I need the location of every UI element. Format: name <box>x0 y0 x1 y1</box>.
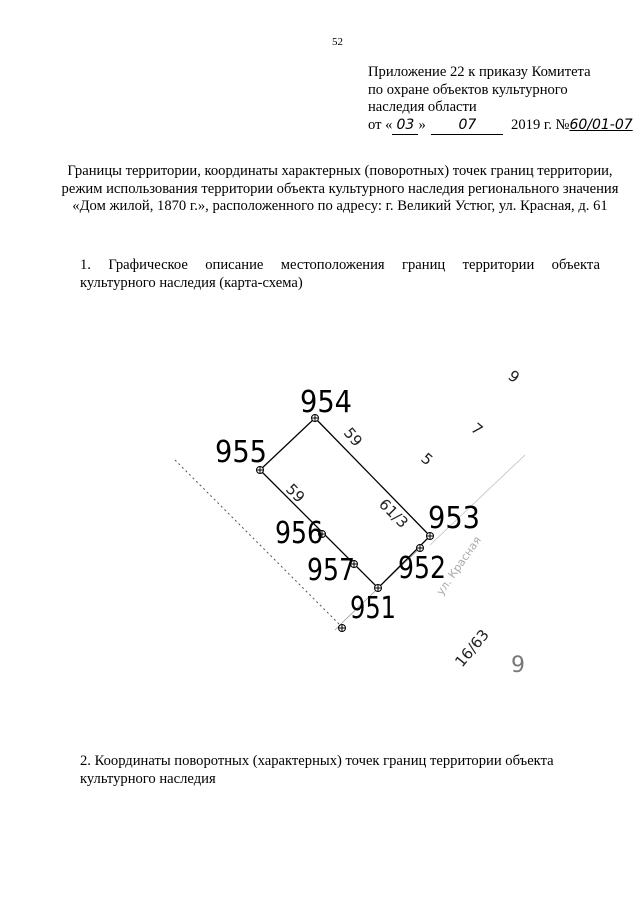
appendix-header <box>368 64 633 135</box>
point-label-955: 955 <box>215 433 267 470</box>
appendix-line: по охране объектов культурного <box>368 81 568 98</box>
date-quote-close: » <box>418 116 426 133</box>
appendix-line: Приложение 22 к приказу Комитета <box>368 64 591 80</box>
section-1-line-1 <box>80 257 600 275</box>
order-number: 60/01-07 <box>569 116 633 133</box>
street-label: ул. Красная <box>433 534 484 598</box>
section-1-line-2: культурного наследия (карта-схема) <box>80 274 303 291</box>
point-label-957: 957 <box>307 551 356 588</box>
section-1-word: местоположения <box>280 257 385 273</box>
edge-label-9: 9 <box>511 653 525 678</box>
parcel-label-59-upper: 59 <box>339 424 366 451</box>
parcel-label-7: 7 <box>467 419 487 440</box>
point-label-952: 952 <box>398 549 447 586</box>
page-number: 52 <box>332 36 343 48</box>
point-label-956: 956 <box>275 514 323 551</box>
date-day-blank <box>392 117 418 136</box>
date-month-blank <box>431 117 503 136</box>
point-label-954: 954 <box>300 383 352 420</box>
parcel-label-16-63: 16/63 <box>451 625 493 671</box>
point-label-951: 951 <box>350 589 396 626</box>
parcel-label-59-lower: 59 <box>282 480 309 507</box>
parcel-label-5: 5 <box>417 449 437 470</box>
reference-point-marker <box>339 625 346 632</box>
date-prefix: от « <box>368 116 393 133</box>
appendix-line: наследия области <box>368 99 477 115</box>
section-1-word: границ <box>402 257 446 273</box>
section-1-word: Графическое <box>108 257 188 273</box>
section-1-number: 1. <box>80 257 91 273</box>
appendix-date-line <box>368 116 633 136</box>
date-day: 03 <box>396 116 415 133</box>
section-2-heading: 2. Координаты поворотных (характерных) точек границ территории объекта культурного наследия <box>80 753 554 787</box>
section-1-word: территории <box>462 257 535 273</box>
map-scheme <box>160 360 540 700</box>
point-label-953: 953 <box>428 499 480 536</box>
parcel-label-9: 9 <box>504 366 523 387</box>
section-1-heading <box>80 257 600 292</box>
date-year: 2019 г. № <box>511 116 570 133</box>
section-1-word: объекта <box>551 257 600 273</box>
document-title: Границы территории, координаты характерных (поворотных) точек границ территории, режим использования территории объекта культурного наследия регионального значения «Дом жилой, 1870 г.», расположенного по адресу: г. Великий Устюг, ул. Красная, д. 61 <box>61 163 619 214</box>
parcel-label-61-3: 61/3 <box>375 495 412 532</box>
date-month: 07 <box>458 116 477 133</box>
section-1-word: описание <box>205 257 264 273</box>
